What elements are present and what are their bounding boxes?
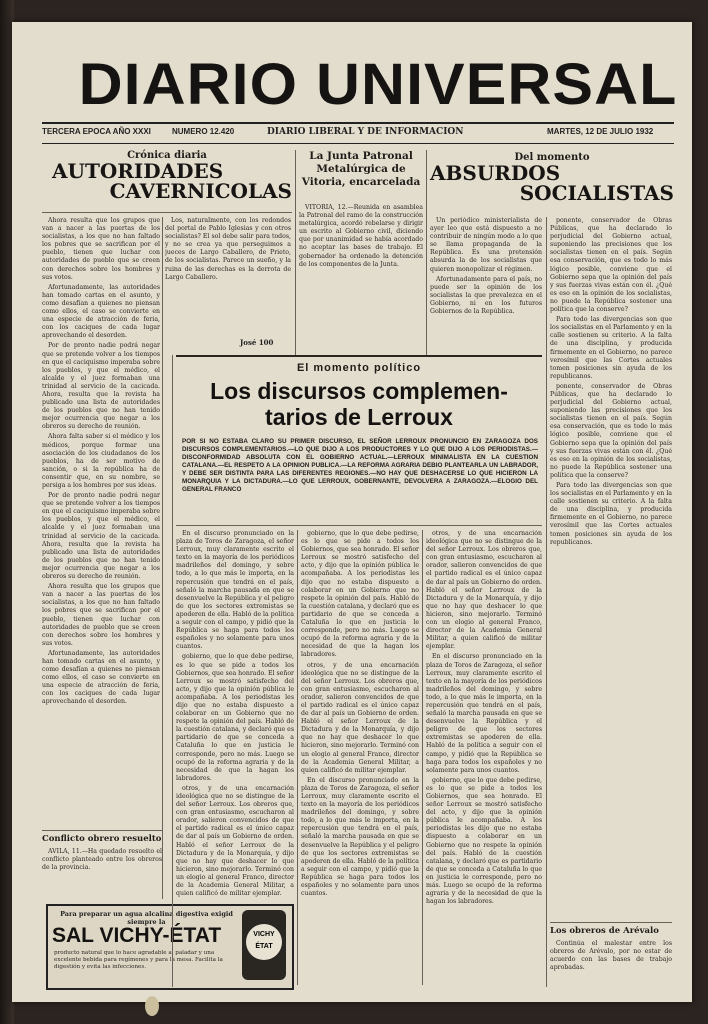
issue-date: MARTES, 12 DE JULIO 1932 (547, 127, 654, 136)
paragraph: Afortunadamente, las autoridades han tomado cartas en el asunto, y como desafían a quienes no piensan como ellos, el caso se convierte en una especie de atracción de feria, con los caciques de cada lugar aprovechando el desorden. (42, 649, 160, 706)
section-momento-politico: El momento político (296, 362, 422, 374)
paragraph: Por de pronto nadie podrá negar que se pretende volver a los tiempos en que el caciquismo imperaba sobre los pueblos, y que el médico, el alcalde y el juez formaban una trinidad al servicio de la cacicada. Ahora, resulta que la revista ha publicado una lista de autoridades de los pueblos que no han tenido mejor ocurrencia que negar a los obreros su derecho de reunión. (42, 492, 160, 581)
paragraph: otros, y de una encarnación ideológica que no se distingue de la del señor Lerroux. Los obreros que, con gran entusiasmo, escucharon al orador, salieron convencidos de que el partido radical es el único capaz de dar al país un Gobierno de orden. Habló el señor Lerroux de la Dictadura y de la Monarquía, y dijo que no hay que deshacer lo que hicieron, sino mejorarlo. Terminó con un elogio al general Franco, director de la Academia General Militar, a quien calificó de militar ejemplar. (301, 661, 419, 774)
divider (546, 217, 547, 987)
paragraph: Ahora resulta que los grupos que van a nacer a las puertas de los socialistas, a los que no han faltado los pobres que se sacrifican por el pueblo, tienen que luchar con autoridades de pueblo que se creen con derechos sobre los hombres y sus votos. (42, 583, 160, 647)
paragraph: otros, y de una encarnación ideológica que no se distingue de la del señor Lerroux. Los obreros que, con gran entusiasmo, escucharon al orador, salieron convencidos de que el partido radical es el único capaz de dar al país un Gobierno de orden. Habló el señor Lerroux de la Dictadura y de la Monarquía, y dijo que no hay que deshacer lo que hicieron, sino mejorarlo. Terminó con un elogio al general Franco, director de la Academia General Militar, a quien calificó de militar ejemplar. (176, 784, 294, 898)
headline-socialistas: SOCIALISTAS (519, 181, 674, 205)
paragraph: Un periódico ministerialista de ayer leo que está dispuesto a no contribuir de ningún modo a lo que se llama propaganda de la República. Es una pretensión absurda la de los socialistas que quieren monopolizar el régimen. (430, 217, 542, 273)
headline-cavernicolas: CAVERNICOLAS (109, 179, 292, 203)
paragraph: gobierno, que lo que debe pedirse, es lo que se pide a todos los Gobiernos, que sea honrado. El señor Lerroux se mostró satisfecho del acto, y dijo que la opinión pública le acompañaba. A los periodistas les dijo que no estaba dispuesto a colaborar en un Gobierno que no respete la opinión del país. Habló de la cuestión catalana, y declaró que es partidario de que se conceda a Cataluña lo que en justicia le corresponde, pero no más. Luego se ocupó de la reforma agraria y de la necesidad de que la hagan los labradores. (176, 653, 294, 782)
divider (176, 525, 542, 526)
paragraph: En el discurso pronunciado en la plaza de Toros de Zaragoza, el señor Lerroux, muy claramente escrito el texto en la mayoría de los periódicos madrileños del domingo, y sobre todo, a lo que más le importa, en la repercusión que tendrá en el país, señaló la marcha pausada en que se desenvuelve la República y el peligro de que los sectores extremistas se apoderen de ella. Habló de la política a seguir con el campo, y pidió que la República se haga para todos los españoles y no solamente para unos cuantos. (301, 776, 419, 898)
subhead-conflicto: Conflicto obrero resuelto (42, 834, 162, 844)
paragraph: gobierno, que lo que debe pedirse, es lo que se pide a todos los Gobiernos, que sea honrado. El señor Lerroux se mostró satisfecho del acto, y dijo que la opinión pública le acompañaba. A los periodistas les dijo que no estaba dispuesto a colaborar en un Gobierno que no respete la opinión del país. Habló de la cuestión catalana, y declaró que es partidario de que se conceda a Cataluña lo que en justicia le corresponde, pero no más. Luego se ocupó de la reforma agraria y de la necesidad de que la hagan los labradores. (301, 530, 419, 659)
bottle-label-text: VICHY (253, 931, 275, 938)
main-article-col-1 (176, 530, 294, 985)
main-article-lead: POR SI NO ESTABA CLARO SU PRIMER DISCURSO, EL SEÑOR LERROUX PRONUNCIO EN ZARAGOZA DOS DISCURSOS COMPLEMENTARIOS.—LO QUE DIJO A LOS PRODUCTORES Y LO QUE DIJO A LOS PERIODISTAS.—DISCONFORMIDAD ABSOLUTA CON EL GOBIERNO ACTUAL.—LERROUX MINIMALISTA EN LA CUESTION CATALANA.—EL RESPETO A LA OPINION PUBLICA.—LA REFORMA AGRARIA DEBIO PLANTEARLA UN LABRADOR, Y DEBE SER DISTINTA PARA LAS DIFERENTES REGIONES.—NO HAY QUE DESHACERSE LO QUE HICIERON LA MONARQUIA Y LA DICTADURA.—LO QUE LERROUX, GOBERNANTE, DEVOLVERA A ZARAGOZA.—ELOGIO DEL GENERAL FRANCO (182, 438, 538, 493)
main-headline-line-2: tarios de Lerroux (265, 404, 453, 430)
left-article-header (42, 150, 292, 201)
headline-junta-patronal: La Junta Patronal Metalúrgica de Vitoria, encarcelada (301, 150, 421, 188)
info-bar (42, 127, 674, 141)
main-article-col-2 (301, 530, 419, 985)
signature: José 100 (240, 338, 274, 347)
subhead-conflicto-body (42, 848, 162, 898)
paragraph: ponente, conservador de Obras Públicas, que ha declarado lo perjudicial del Gobierno actual, suponiendo las precisiones que los socialistas tienen en el país. Según esa conservación, que es todo lo más lógico posible, conviene que el Gobierno sepa que la opinión del país y sus fuerzas vivas están con él. ¿Qué es eso en la opinión de los socialistas, no puede la República sostener una política que la conserve? (550, 382, 672, 479)
paragraph: gobierno, que lo que debe pedirse, es lo que se pide a todos los Gobiernos, que sea honrado. El señor Lerroux se mostró satisfecho del acto, y dijo que la opinión pública le acompañaba. A los periodistas les dijo que no estaba dispuesto a colaborar en un Gobierno que no respete la opinión del país. Habló de la cuestión catalana, y declaró que es partidario de que se conceda a Cataluña lo que en justicia le corresponde, pero no más. Luego se ocupó de la reforma agraria y de la necesidad de que la hagan los labradores. (426, 776, 542, 906)
divider (162, 217, 163, 899)
divider (42, 212, 292, 213)
bottle-label-text: ÉTAT (255, 943, 273, 950)
advert-pre: Para preparar un agua alcalina digestiva exigid siempre la (60, 910, 233, 926)
advert-brand: SAL VICHY-ÉTAT (52, 924, 222, 947)
divider (426, 150, 427, 355)
paragraph: Por de pronto nadie podrá negar que se pretende volver a los tiempos en que el caciquismo imperaba sobre los pueblos, y que el médico, el alcalde y el juez formaban una trinidad al servicio de la cacicada. Ahora, resulta que la revista ha publicado una lista de autoridades de los pueblos que no han tenido mejor ocurrencia que negar a los obreros su derecho de reunión. (42, 342, 160, 431)
main-headline-line-1: Los discursos complemen- (210, 378, 508, 404)
paragraph: Afortunadamente para el país, no puede ser la opinión de los socialistas la que prevalezca en el Gobierno, ni en los futuros Gobiernos de la República. (430, 275, 542, 316)
divider (422, 530, 423, 985)
right-article-col-1 (430, 217, 542, 351)
divider (297, 530, 298, 985)
paragraph: Ahora falta saber si el médico y los médicos, porque formar una asociación de los ciudadanos de los pueblos, ha de ser motivo de sanción, o si la república ha de consentir que, en su nombre, se persiga a los hombres por sus ideas. (42, 433, 160, 489)
divider (172, 355, 173, 987)
paragraph: En el discurso pronunciado en la plaza de Toros de Zaragoza, el señor Lerroux, muy claramente escrito el texto en la mayoría de los periódicos madrileños del domingo, y sobre todo, a lo que más le importa, en la repercusión que tendrá en el país, señaló la marcha pausada en que se desenvuelve la República y el peligro de que los sectores extremistas se apoderen de ella. Habló de la política a seguir con el campo, y pidió que la República se haga para todos los españoles y no solamente para unos cuantos. (426, 653, 542, 774)
divider (42, 830, 162, 831)
paragraph: Ahora resulta que los grupos que van a nacer a las puertas de los socialistas, a los que no han faltado los pobres que se sacrifican por el pueblo, tienen que luchar con autoridades de pueblo que se creen con derechos sobre los hombres y sus votos. (42, 217, 160, 281)
paragraph: Los, naturalmente, con los redondos del portal de Pablo Iglesias y con otros socialistas? El sol debe salir para todos, y no se crea ya que perseguimos a jueces de Largo Caballero, de Prieto, de los socialistas. Parece un sueño, y la ruina de las derechas es la derrota de Largo Caballero. (165, 217, 291, 281)
right-article-header (430, 152, 674, 203)
subhead-arevalo-body (550, 940, 672, 985)
divider (550, 922, 672, 923)
divider (295, 150, 296, 355)
paragraph: En el discurso pronunciado en la plaza de Toros de Zaragoza, el señor Lerroux, muy claramente escrito el texto en la mayoría de los periódicos madrileños del domingo, y sobre todo, a lo que más le importa, en la repercusión que tendrá en el país, señaló la marcha pausada en que se desenvuelve la República y el peligro de que los sectores extremistas se apoderen de ella. Habló de la política a seguir con el campo, y pidió que la República se haga para todos los españoles y no solamente para unos cuantos. (176, 530, 294, 651)
advert-desc: producto natural que lo hace agradable al paladar y una excelente bebida para regímenes y para la mesa. Facilita la digestión y evita las infecciones. (54, 950, 223, 970)
subhead-arevalo: Los obreros de Arévalo (550, 926, 659, 936)
issue-number: NUMERO 12.420 (172, 127, 235, 136)
paragraph: AVILA, 11.—Ha quedado resuelto el conflicto planteado entre los obreros de la provincia. (42, 848, 162, 872)
tagline: DIARIO LIBERAL Y DE INFORMACION (267, 127, 464, 137)
masthead-title: DIARIO UNIVERSAL (78, 52, 678, 117)
headline-autoridades: AUTORIDADES (52, 159, 224, 183)
left-article-col-1 (42, 217, 160, 897)
paragraph: otros, y de una encarnación ideológica que no se distingue de la del señor Lerroux. Los obreros que, con gran entusiasmo, escucharon al orador, salieron convencidos de que el partido radical es el único capaz de dar al país un Gobierno de orden. Habló el señor Lerroux de la Dictadura y de la Monarquía, y dijo que no hay que deshacer lo que hicieron, sino mejorarlo. Terminó con un elogio al general Franco, director de la Academia General Militar, a quien calificó de militar ejemplar. (426, 530, 542, 651)
paper-stain (145, 996, 159, 1016)
divider (176, 355, 542, 357)
paragraph: Continúa el malestar entre los obreros de Arévalo, por no estar de acuerdo con las bases de trabajo aprobadas. (550, 940, 672, 972)
center-top-body (299, 204, 423, 352)
left-article-col-2 (165, 217, 291, 345)
epoch-label: TERCERA EPOCA AÑO XXXI (42, 127, 151, 136)
newspaper-page (12, 22, 692, 1002)
paragraph: VITORIA, 12.—Reunida en asamblea la Patronal del ramo de la construcción metalúrgica, acordó rebelarse y dirigir un escrito al Gobierno civil, diciendo que por unanimidad se había acordado no aceptar las bases de trabajo. El gobernador ha ordenado la detención de los componentes de la Junta. (299, 204, 423, 268)
section-cronica: Crónica diaria (127, 150, 207, 161)
headline-absurdos: ABSURDOS (430, 161, 561, 185)
section-del-momento: Del momento (514, 152, 590, 163)
main-headline (172, 378, 546, 430)
main-article-col-3 (426, 530, 542, 985)
masthead-rule (42, 122, 674, 124)
right-article-col-2 (550, 217, 672, 917)
paragraph: Para todo las divergencias son que los socialistas en el Parlamento y en la calle sostienen su criterio. A la falta de una disciplina, y producida firmemente en el Gobierno, no parece verosímil que las Cortes actuales tomen posiciones sin ayuda de los republicanos. (550, 482, 672, 546)
info-rule (42, 143, 674, 144)
paragraph: Afortunadamente, las autoridades han tomado cartas en el asunto, y como desafían a quienes no piensan como ellos, el caso se convierte en una especie de atracción de feria, con los caciques de cada lugar aprovechando el desorden. (42, 283, 160, 340)
paragraph: Para todo las divergencias son que los socialistas en el Parlamento y en la calle sostienen su criterio. A la falta de una disciplina, y producida firmemente en el Gobierno, no parece verosímil que las Cortes actuales tomen posiciones sin ayuda de los republicanos. (550, 316, 672, 380)
paragraph: ponente, conservador de Obras Públicas, que ha declarado lo perjudicial del Gobierno actual, suponiendo las precisiones que los socialistas tienen en el país. Según esa conservación, que es todo lo más lógico posible, conviene que el Gobierno sepa que la opinión del país y sus fuerzas vivas están con él. ¿Qué es eso en la opinión de los socialistas, no puede la República sostener una política que la conserve? (550, 217, 672, 314)
